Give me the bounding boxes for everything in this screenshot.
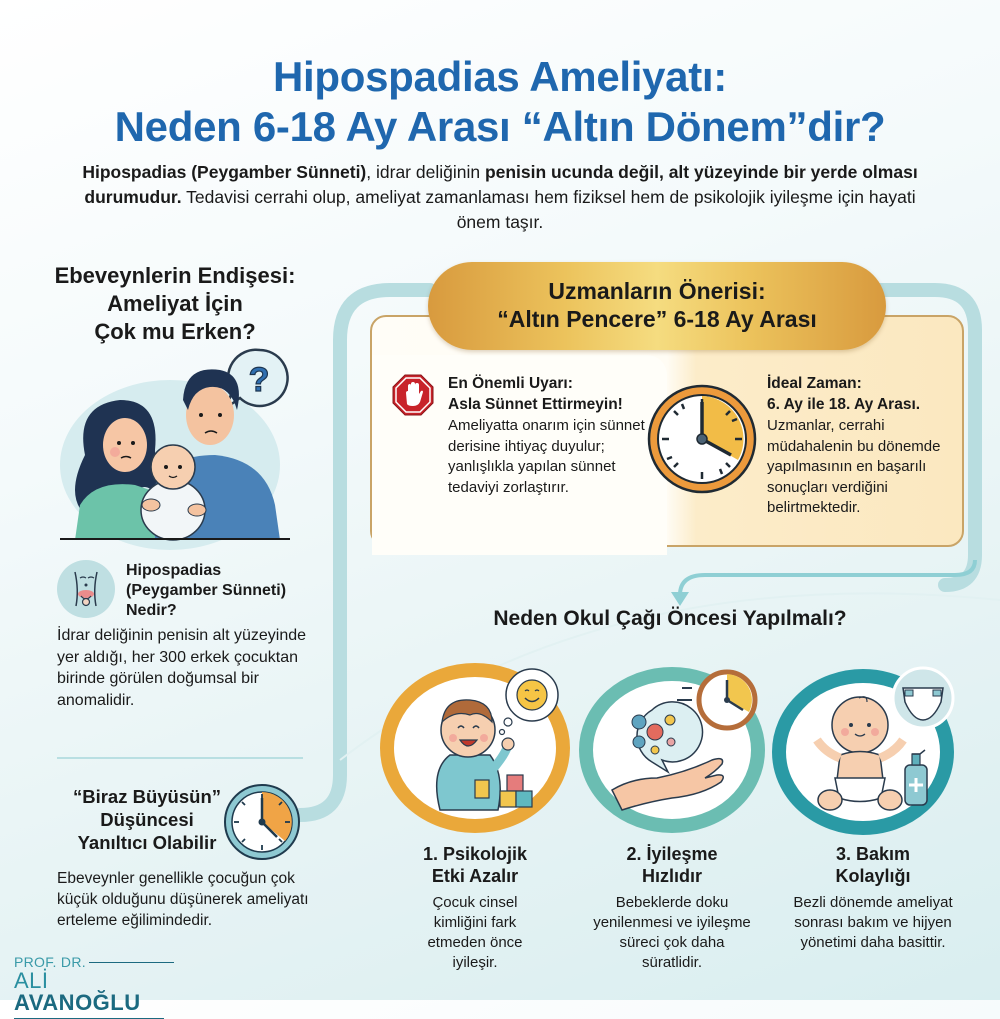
benefit-title-line-1: 3. Bakım: [835, 844, 911, 864]
expert-recommendation-banner: [428, 262, 886, 350]
misconception-heading-line-2: Düşüncesi: [100, 809, 194, 830]
healing-hand-illustration: [577, 660, 767, 830]
benefit-title-line-2: Etki Azalır: [431, 866, 519, 886]
concern-heading-line-3: Çok mu Erken?: [94, 319, 256, 344]
intro-paragraph: [70, 160, 930, 235]
benefit-title: [375, 843, 575, 887]
definition-heading-line-1: Hipospadias: [126, 562, 222, 579]
brand-rule: [89, 962, 174, 963]
ideal-time-heading-line-2: 6. Ay ile 18. Ay Arası.: [767, 396, 921, 413]
title-line-2: Neden 6-18 Ay Arası “Altın Dönem”dir?: [114, 103, 886, 150]
ideal-time-heading-line-1: İdeal Zaman:: [767, 375, 862, 392]
benefit-title: [773, 843, 973, 887]
warning-heading-line-2: Asla Sünnet Ettirmeyin!: [448, 396, 623, 413]
happy-baby-illustration: [380, 660, 570, 830]
benefit-healing: [572, 843, 772, 973]
benefit-description: Bezli dönemde ameliyat sonrası bakım ve hijyen yönetimi daha basittir.: [793, 894, 953, 951]
ideal-time-text: Uzmanlar, cerrahi müdahalenin bu dönemde yapılmasının en başarılı sonuçları verdiğini belirtmektedir.: [767, 417, 941, 516]
brand-name: [14, 970, 174, 1014]
brand-first-name: ALİ: [14, 968, 49, 993]
clock-icon: [222, 782, 302, 862]
brand-prefix: PROF. DR.: [14, 954, 86, 970]
brand-surname: AVANOĞLU: [14, 990, 141, 1015]
section-divider: [57, 757, 303, 759]
clock-icon: [646, 383, 758, 495]
benefit-title-line-2: Kolaylığı: [835, 866, 911, 886]
benefit-description: Çocuk cinsel kimliğini fark etmeden önce iyileşir.: [427, 894, 523, 971]
banner-line-1: Uzmanların Önerisi:: [548, 278, 766, 304]
brand-logo[interactable]: [14, 954, 174, 1019]
why-before-school-heading: Neden Okul Çağı Öncesi Yapılmalı?: [493, 607, 847, 630]
intro-text-1: , idrar deliğinin: [366, 162, 485, 182]
intro-bold-2: penisin ucunda değil, alt yüzeyinde bir yerde olması durumudur.: [84, 162, 918, 207]
benefit-title: [572, 843, 772, 887]
worried-parents-illustration: [55, 345, 295, 540]
ideal-time-heading: [767, 373, 967, 415]
benefit-care: [773, 843, 973, 953]
benefit-psychological: [375, 843, 575, 973]
intro-bold-1: Hipospadias (Peygamber Sünneti): [82, 162, 367, 182]
benefit-title-line-2: Hızlıdır: [641, 866, 702, 886]
svg-text:?: ?: [248, 361, 270, 399]
concern-heading: [30, 262, 320, 346]
banner-line-2: “Altın Pencere” 6-18 Ay Arası: [497, 306, 817, 332]
definition-text: İdrar deliğinin penisin alt yüzeyinde yer aldığı, her 300 erkek çocuktan birinde görülen doğumsal bir anomalidir.: [57, 627, 307, 709]
benefit-description: Bebeklerde doku yenilenmesi ve iyileşme süreci çok daha süratlidir.: [593, 894, 751, 971]
benefit-title-line-1: 2. İyileşme: [626, 844, 718, 864]
benefit-title-line-1: 1. Psikolojik: [422, 844, 528, 864]
concern-heading-line-2: Ameliyat İçin: [107, 291, 243, 316]
baby-diaper-illustration: [775, 660, 965, 830]
page-title: [0, 52, 1000, 152]
concern-heading-line-1: Ebeveynlerin Endişesi:: [54, 263, 296, 288]
warning-heading: [448, 373, 678, 415]
stop-hand-icon: [392, 374, 434, 416]
misconception-heading: [57, 785, 237, 854]
definition-heading-line-3: Nedir?: [126, 602, 177, 619]
misconception-text: Ebeveynler genellikle çocuğun çok küçük olduğunu düşünerek ameliyatı erteleme eğilimindedir.: [57, 870, 309, 929]
warning-heading-line-1: En Önemli Uyarı:: [448, 375, 573, 392]
diaper-icon: [893, 668, 953, 728]
definition-heading: [126, 561, 326, 621]
misconception-heading-line-1: “Biraz Büyüsün”: [72, 786, 222, 807]
title-line-1: Hipospadias Ameliyatı:: [273, 53, 727, 100]
warning-text: Ameliyatta onarım için sünnet derisine ihtiyaç duyulur; yanlışlıkla yapılan sünnet tedaviyi zorlaştırır.: [448, 417, 645, 496]
definition-heading-line-2: (Peygamber Sünneti): [126, 582, 287, 599]
intro-text-2: Tedavisi cerrahi olup, ameliyat zamanlaması hem fiziksel hem de psikolojik iyileşme için hayati önem taşır.: [181, 187, 916, 232]
anatomy-icon: [57, 560, 115, 618]
misconception-heading-line-3: Yanıltıcı Olabilir: [77, 832, 217, 853]
